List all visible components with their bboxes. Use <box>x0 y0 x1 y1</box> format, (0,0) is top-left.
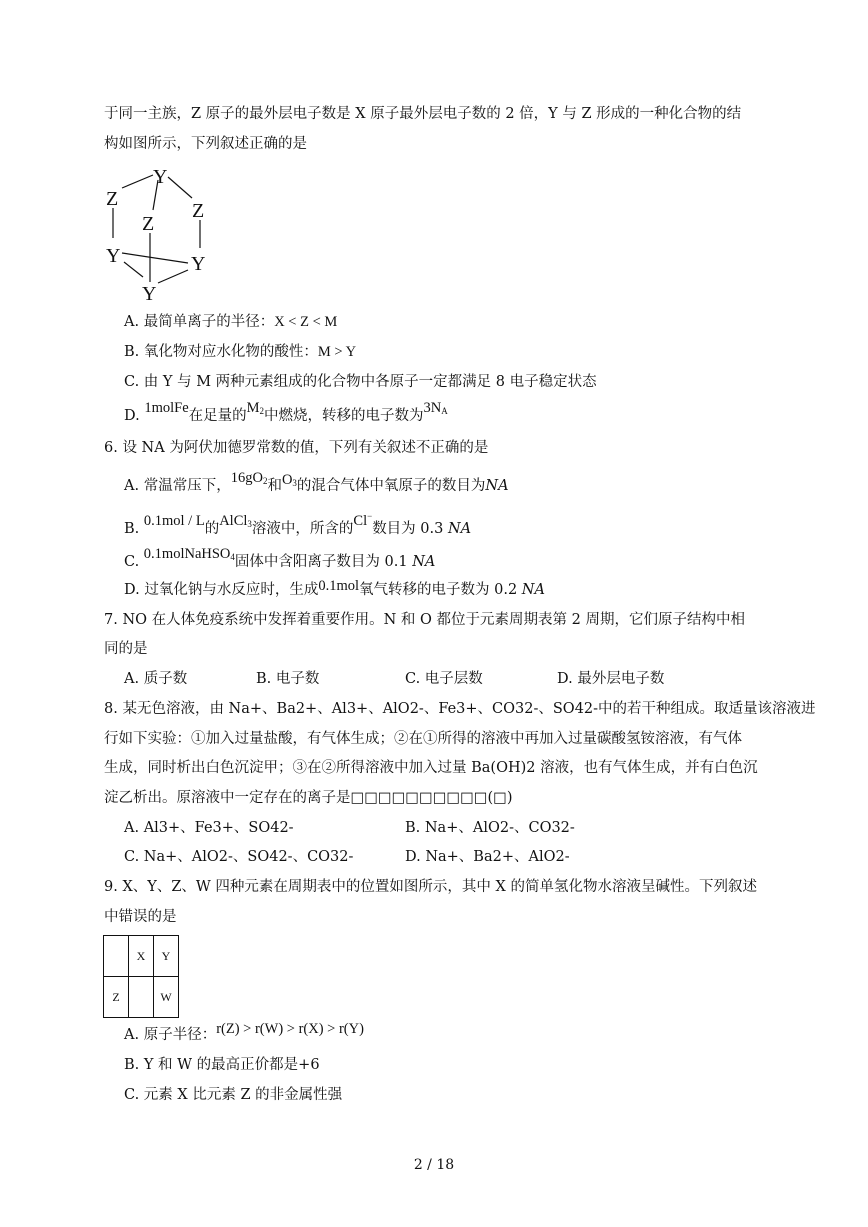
q5-intro-line-2: 构如图所示，下列叙述正确的是 <box>104 136 307 152</box>
q8-option-c: C. Na+、AlO2-、SO42-、CO32- <box>124 849 354 865</box>
formula: $M_2$ <box>246 400 265 416</box>
q9-option-a: A. 原子半径：r(Z) > r(W) > r(X) > r(Y) <box>124 1021 364 1043</box>
q9-option-b: B. Y 和 W 的最高正价都是+6 <box>124 1057 320 1073</box>
formula: X < Z < M <box>274 314 338 330</box>
table-cell: Y <box>154 936 179 977</box>
q6-option-b: B. 0.1mol / L的AlCl$_3$溶液中，所含的Cl−数目为 0.3 NA <box>124 511 472 537</box>
q9-stem-line-2: 中错误的是 <box>104 909 177 925</box>
table-row <box>104 977 179 1018</box>
q6-option-c: C. 0.1molNaHSO$_4$固体中含阳离子数目为 0.1 NA <box>124 546 436 570</box>
q5-option-a: A. 最简单离子的半径：X < Z < M <box>124 314 338 330</box>
q7-stem-line-1: 7. NO 在人体免疫系统中发挥着重要作用。N 和 O 都位于元素周期表第 2 周期，它们原子结构中相 <box>104 612 745 628</box>
atom-label: Y <box>142 283 157 302</box>
q8-stem-line-4: 淀乙析出。原溶液中一定存在的离子是□□□□□□□□□□(□) <box>104 790 513 806</box>
q7-stem-line-2: 同的是 <box>104 641 148 657</box>
q9-stem-line-1: 9. X、Y、Z、W 四种元素在周期表中的位置如图所示，其中 X 的简单氢化物水溶液呈碱性。下列叙述 <box>104 879 757 895</box>
atom-label: Y <box>106 245 121 267</box>
q8-stem-line-3: 生成，同时析出白色沉淀甲；③在②所得溶液中加入过量 Ba(OH)2 溶液，也有气体生成，并有白色沉 <box>104 760 758 776</box>
atom-label: Z <box>192 200 205 222</box>
formula: $O_3$ <box>281 472 297 488</box>
q6-option-d: D. 过氧化钠与水反应时，生成0.1mol氧气转移的电子数为 0.2 NA <box>124 578 545 598</box>
formula: 0.1molNaHSO$_4$ <box>143 546 235 562</box>
formula: r(Z) > r(W) > r(X) > r(Y) <box>216 1021 364 1037</box>
q5-option-c: C. 由 Y 与 M 两种元素组成的化合物中各原子一定都满足 8 电子稳定状态 <box>124 374 597 390</box>
bond-y2-y3 <box>122 253 188 263</box>
bond-y1-z3 <box>168 177 192 198</box>
formula: $16gO_2$ <box>230 470 268 486</box>
q5-option-d: D. 1molFe在足量的$M_2$中燃烧，转移的电子数为$3N_A$ <box>124 400 448 424</box>
formula: AlCl$_3$ <box>219 513 252 529</box>
q8-option-d: D. Na+、Ba2+、AlO2- <box>405 849 570 865</box>
bond-y3-y4 <box>158 270 188 283</box>
q8-stem-line-1: 8. 某无色溶液，由 Na+、Ba2+、Al3+、AlO2-、Fe3+、CO32-、SO42-中的若干种组成。取适量该溶液进 <box>104 701 816 717</box>
q7-option-d: D. 最外层电子数 <box>557 671 665 687</box>
table-cell: W <box>154 977 179 1018</box>
formula: 0.1mol <box>318 578 360 594</box>
q6-option-a: A. 常温常压下，$16gO_2$和$O_3$的混合气体中氧原子的数目为NA <box>124 470 509 494</box>
formula: Cl− <box>353 511 373 529</box>
atom-label: Y <box>191 253 206 275</box>
q5-intro-line-1: 于同一主族，Z 原子的最外层电子数是 X 原子最外层电子数的 2 倍，Y 与 Z 形成的一种化合物的结 <box>104 106 742 122</box>
atom-label: Z <box>106 188 119 210</box>
table-cell: Z <box>104 977 129 1018</box>
formula: $3N_A$ <box>423 400 448 416</box>
structure-bonds <box>113 175 200 283</box>
table-row <box>104 936 179 977</box>
table-cell <box>104 936 129 977</box>
formula: 1molFe <box>144 400 189 416</box>
atom-label: Z <box>142 213 155 235</box>
q8-stem-line-2: 行如下实验：①加入过量盐酸，有气体生成；②在①所得的溶液中再加入过量碳酸氢铵溶液，有气体 <box>104 731 742 747</box>
bond-y1-z1 <box>122 175 153 188</box>
atom-label: Y <box>153 166 168 188</box>
periodic-position-table <box>103 935 179 1018</box>
q8-option-a: A. Al3+、Fe3+、SO42- <box>124 820 294 836</box>
q7-option-c: C. 电子层数 <box>405 671 483 687</box>
table-cell <box>129 977 154 1018</box>
q7-option-a: A. 质子数 <box>124 671 188 687</box>
page-number: 2 / 18 <box>413 1157 455 1173</box>
q9-option-c: C. 元素 X 比元素 Z 的非金属性强 <box>124 1087 343 1103</box>
q8-option-b: B. Na+、AlO2-、CO32- <box>405 820 575 836</box>
table-cell: X <box>129 936 154 977</box>
q5-structure-diagram <box>100 160 220 302</box>
q6-stem: 6. 设 NA 为阿伏加德罗常数的值，下列有关叙述不正确的是 <box>104 440 489 456</box>
bond-y2-y4 <box>124 262 143 277</box>
formula: 0.1mol / L <box>143 513 205 529</box>
q7-option-b: B. 电子数 <box>256 671 320 687</box>
q5-option-b: B. 氧化物对应水化物的酸性：M > Y <box>124 344 357 360</box>
formula: M > Y <box>317 344 357 360</box>
